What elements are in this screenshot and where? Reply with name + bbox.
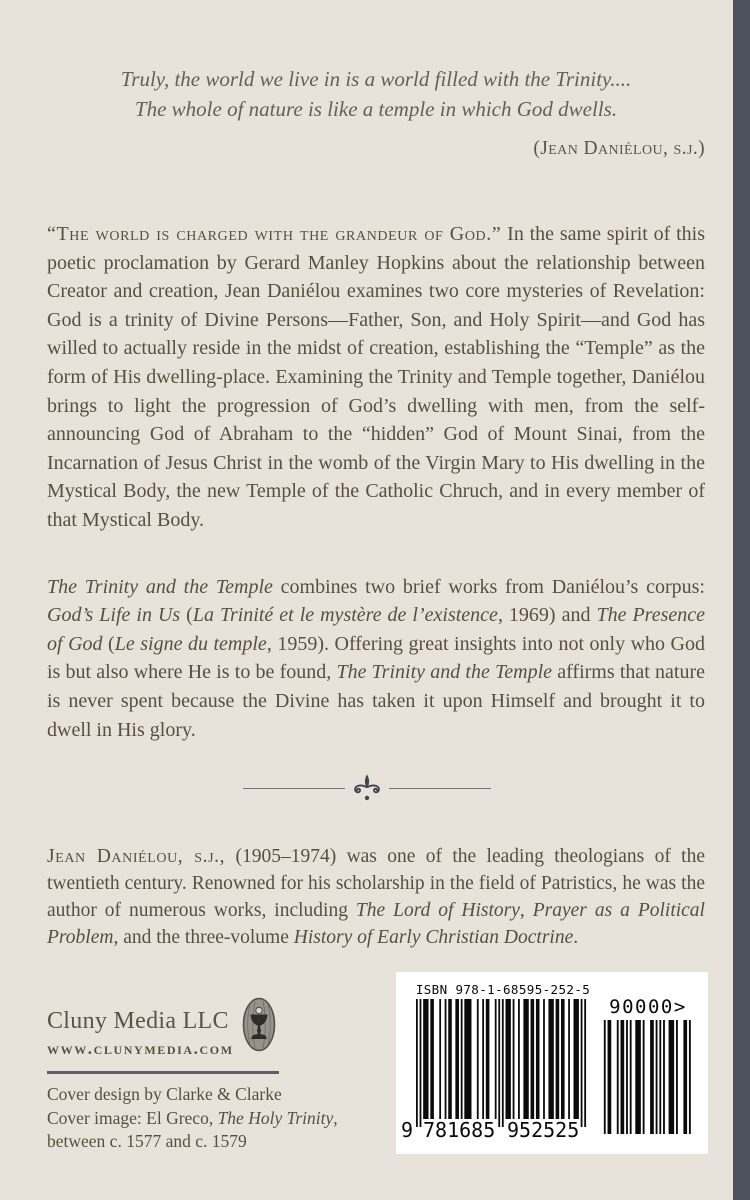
chalice-logo-icon <box>242 997 276 1052</box>
publisher-name: Cluny Media LLC <box>47 1008 229 1034</box>
epigraph <box>47 64 705 164</box>
divider-line-left <box>243 788 345 789</box>
author-bio: Jean Daniélou, s.j., (1905–1974) was one of the leading theologians of the twentieth century. Renowned for his scholarship in the field of Patristics, he was the author of numerous works, including The Lord of History, Prayer as a Political Problem, and the three-volume History of Early Christian Doctrine. <box>47 846 705 948</box>
epigraph-attribution: (Jean Daniélou, s.j.) <box>533 138 705 159</box>
epigraph-line-1: Truly, the world we live in is a world filled with the Trinity.... <box>120 67 632 91</box>
synopsis-paragraph-1: “The world is charged with the grandeur of God.” In the same spirit of this poetic proclamation by Gerard Manley Hopkins about the relationship between Creator and creation, Jean Daniélou examines two core mysteries of Revelation: God is a trinity of Divine Persons—Father, Son, and Holy Spirit—and God has willed to actually reside in the midst of creation, establishing the “Temple” as the form of His dwelling-place. Examining the Trinity and Temple together, Daniélou brings to light the progression of God’s dwelling with men, from the self-announcing God of Abraham to the “hidden” God of Mount Sinai, from the Incarnation of Jesus Christ in the womb of the Virgin Mary to His dwelling in the Mystical Body, the new Temple of the Catholic Chruch, and in every member of that Mystical Body. <box>47 223 706 531</box>
publisher-rule <box>47 1071 279 1074</box>
barcode-main <box>416 999 587 1127</box>
barcode-addon-label: 90000> <box>609 996 687 1018</box>
credit-design: Cover design by Clarke & Clarke <box>47 1084 282 1104</box>
synopsis-paragraph-2: The Trinity and the Temple combines two brief works from Daniélou’s corpus: God’s Life in Us (La Trinité et le mystère de l’existence, 1969) and The Presence of God (Le signe du temple, 1959). Offering great insights into not only who God is but also where He is to be found, The Trinity and the Temple affirms that nature is never spent because the Divine has taken it upon Himself and brought it to dwell in His glory. <box>47 575 706 741</box>
isbn-label: ISBN 978-1-68595-252-5 <box>415 982 591 997</box>
spine-stripe <box>733 0 750 1200</box>
credit-image: Cover image: El Greco, The Holy Trinity, <box>47 1107 338 1128</box>
credit-dates: between c. 1577 and c. 1579 <box>47 1131 247 1151</box>
cover-credits <box>47 1083 387 1154</box>
barcode-panel <box>396 972 708 1154</box>
publisher-website: www.clunymedia.com <box>47 1039 234 1058</box>
fleuron-ornament-icon <box>350 773 384 803</box>
barcode-addon <box>602 1020 691 1134</box>
barcode-digit-group-2: 952525 <box>507 1118 580 1142</box>
main-text-column <box>47 0 705 744</box>
divider-line-right <box>389 788 491 789</box>
barcode-digit-lead: 9 <box>401 1118 414 1142</box>
publisher-block <box>47 1008 387 1154</box>
section-divider <box>0 772 733 804</box>
barcode-digit-group-1: 781685 <box>423 1118 496 1142</box>
epigraph-line-2: The whole of nature is like a temple in which God dwells. <box>134 97 618 121</box>
